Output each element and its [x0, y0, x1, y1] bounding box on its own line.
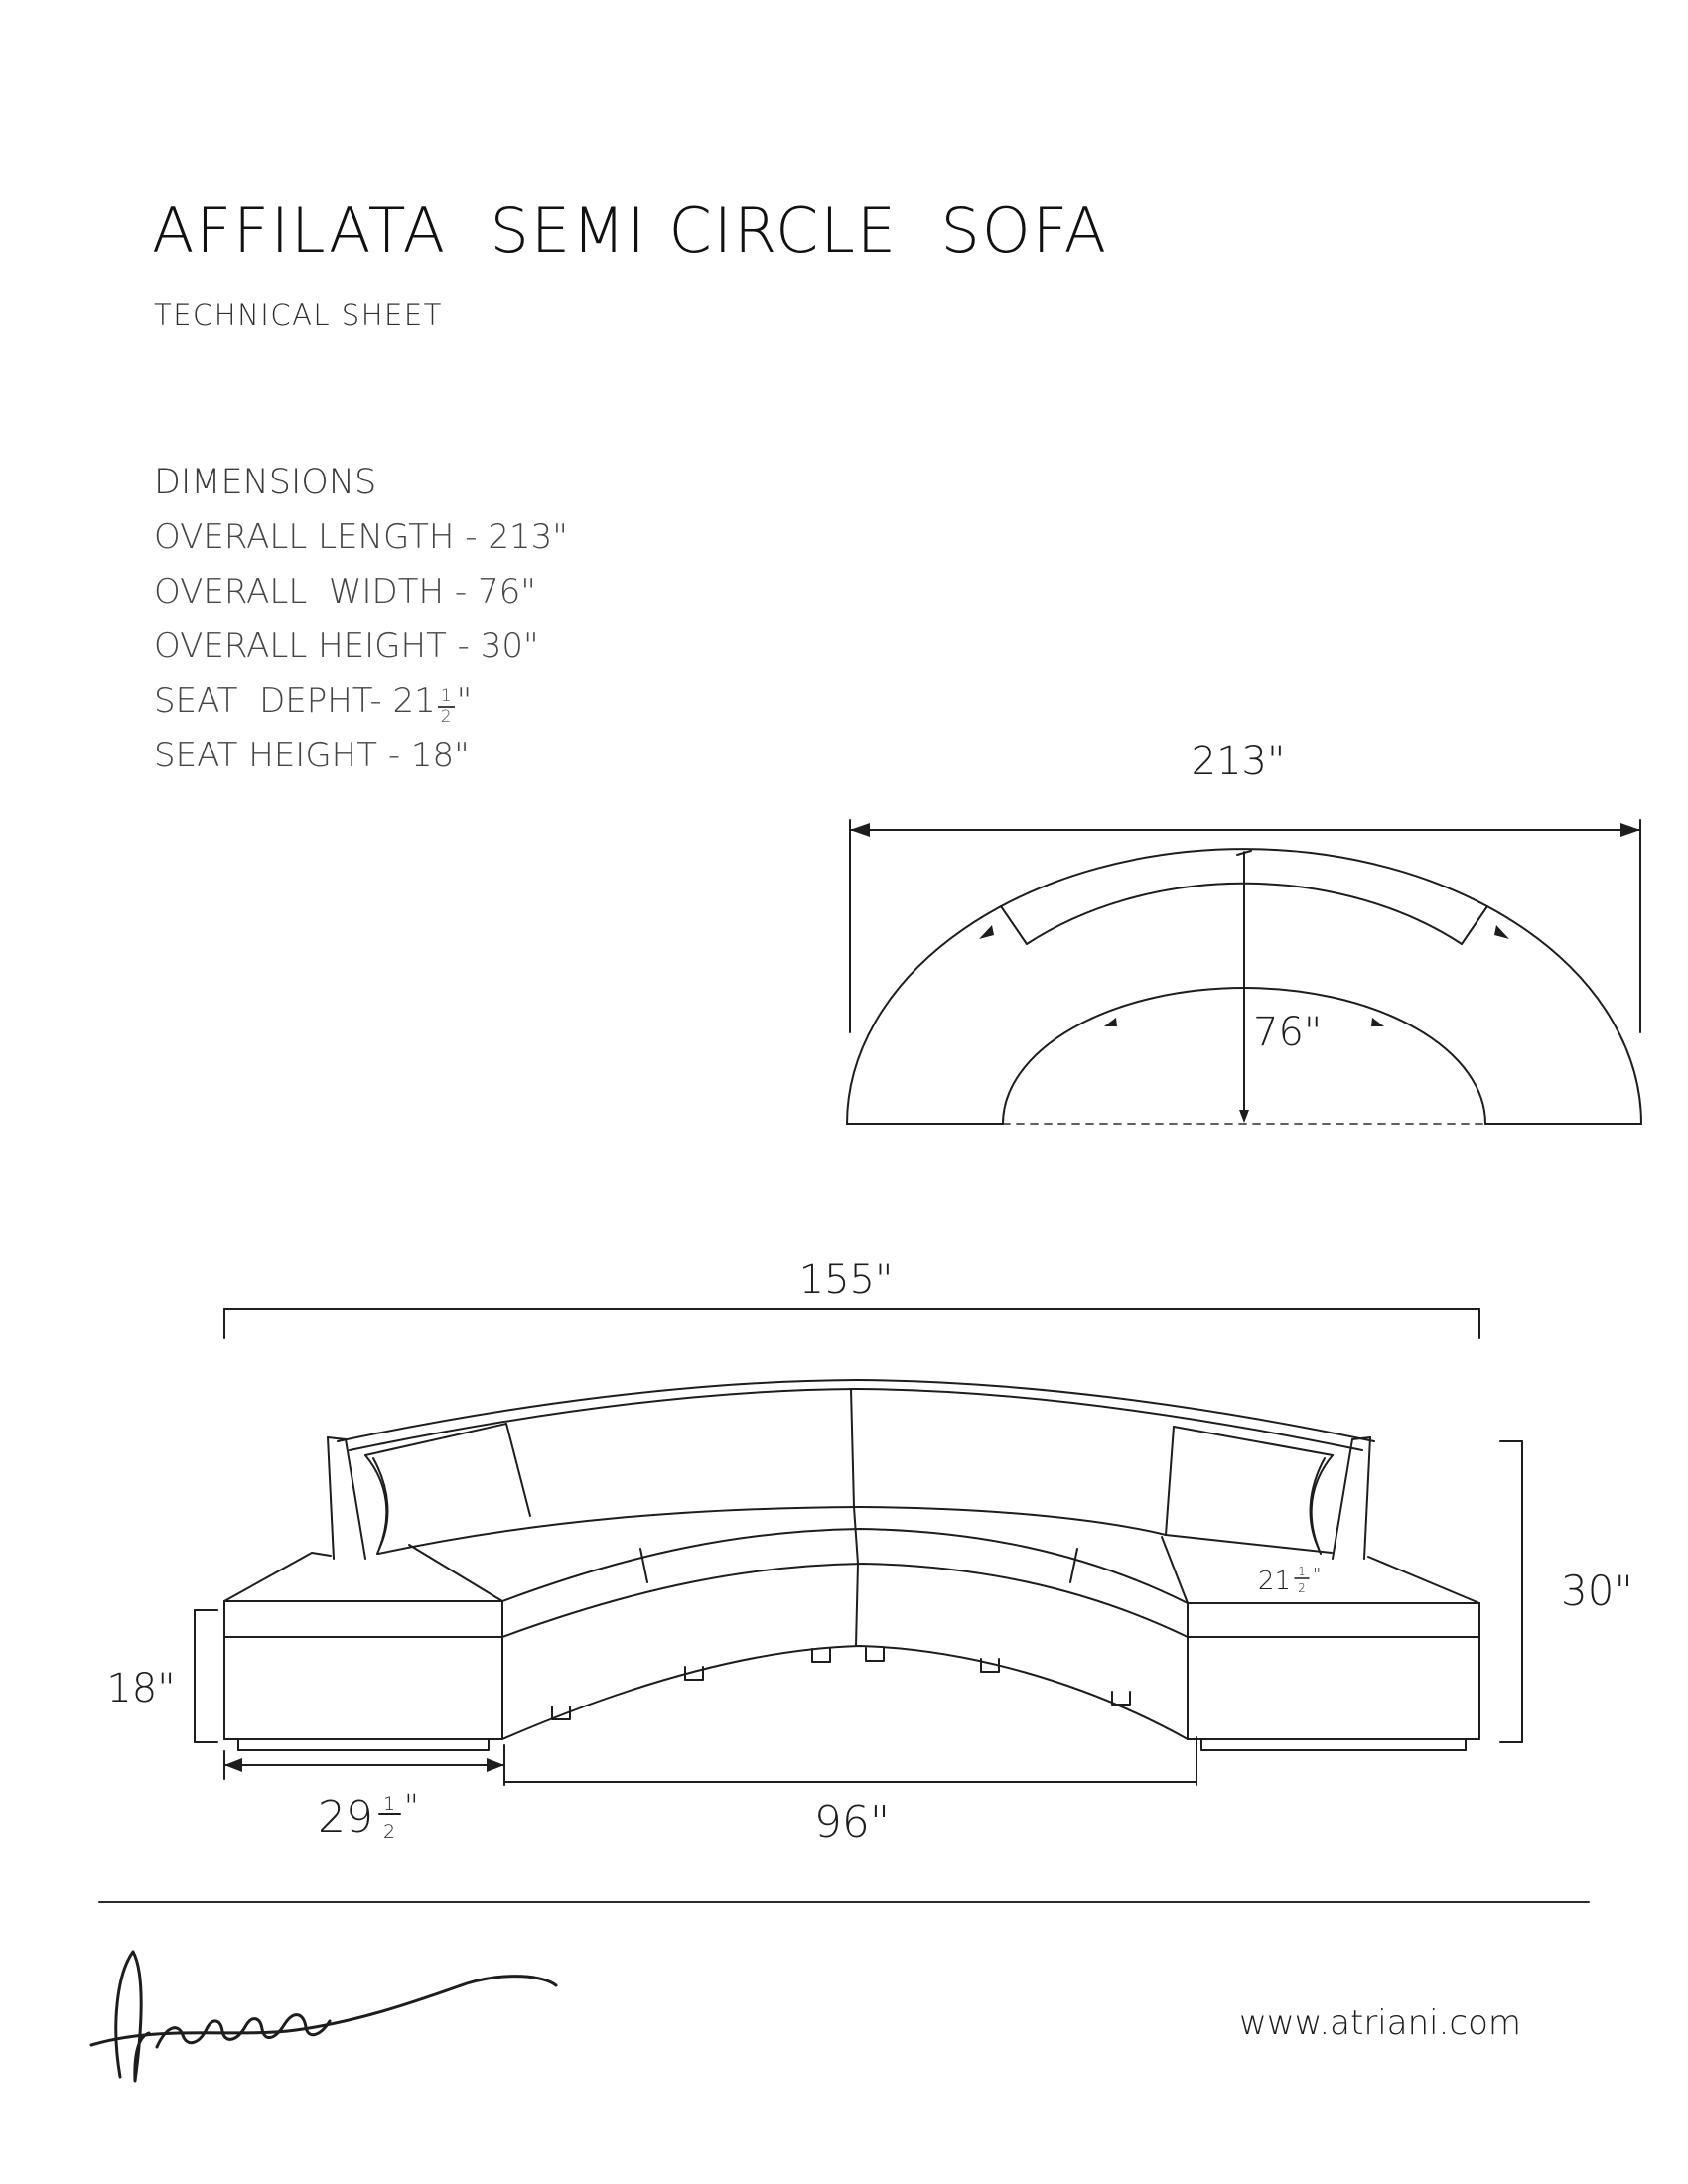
seat-height-label: 18"	[106, 1666, 176, 1711]
top-view-figure	[847, 739, 1641, 1124]
end-width-label	[318, 1787, 419, 1843]
left-backrest-edge	[506, 1424, 530, 1516]
page-title: AFFILATA SEMI CIRCLE SOFA	[152, 195, 1109, 267]
center-width-label: 96"	[813, 1797, 891, 1847]
seat-cushions	[502, 1507, 1188, 1646]
arrow-left-icon	[224, 1758, 242, 1772]
right-backrest-edge	[1166, 1427, 1174, 1535]
arrow-left-icon	[850, 823, 870, 837]
sofa-legs	[552, 1648, 1130, 1719]
front-height-label: 30"	[1561, 1567, 1633, 1615]
dimensions-heading: DIMENSIONS	[154, 463, 377, 502]
end-width-num: 1	[382, 1793, 396, 1815]
right-back-pillow	[1174, 1427, 1333, 1554]
spec-overall-height: OVERALL HEIGHT - 30"	[154, 626, 539, 666]
back-rail-bottom	[350, 1389, 1362, 1450]
top-view-depth-dimension	[1237, 851, 1251, 1123]
front-height-dimension	[1500, 1441, 1522, 1742]
front-width-dimension	[224, 1309, 1479, 1338]
center-backrest-seam	[851, 1389, 854, 1507]
plan-backrest-cut-right	[1462, 906, 1487, 944]
seat-depth-unit: "	[1313, 1565, 1322, 1585]
spec-seat-depth-unit: "	[456, 681, 473, 721]
website-url: www.atriani.com	[1239, 2003, 1521, 2043]
plan-length-label: 213"	[1191, 739, 1286, 784]
right-back-support	[1333, 1437, 1370, 1559]
arrow-right-icon	[1620, 823, 1640, 837]
plan-depth-label: 76"	[1253, 1010, 1323, 1055]
left-top-back-edge	[312, 1553, 331, 1556]
left-end-block	[224, 1545, 502, 1750]
fraction-denominator: 2	[440, 707, 452, 727]
fraction-numerator: 1	[438, 688, 455, 708]
end-width-unit: "	[404, 1787, 419, 1825]
arrow-down-icon	[1239, 1110, 1249, 1123]
base-bottom-arc	[502, 1646, 1188, 1739]
front-width-label: 155"	[798, 1257, 894, 1302]
end-width-whole: 29	[318, 1792, 373, 1843]
end-width-den: 2	[382, 1821, 396, 1843]
seat-depth-den: 2	[1298, 1581, 1306, 1595]
seat-depth-label	[1258, 1565, 1321, 1596]
spec-seat-depth-prefix: SEAT DEPHT- 21	[154, 681, 436, 721]
seat-back-junction	[378, 1507, 1166, 1554]
seat-height-dimension	[195, 1610, 217, 1742]
spec-seat-height: SEAT HEIGHT - 18"	[154, 736, 470, 775]
seat-depth-whole: 21	[1257, 1567, 1291, 1596]
plan-backrest-cut-left	[1001, 906, 1027, 944]
center-width-dimension	[504, 1737, 1196, 1785]
right-top-back-edge	[1166, 1535, 1332, 1553]
brand-signature	[91, 1952, 556, 2081]
arrow-right-icon	[487, 1758, 504, 1772]
front-view-figure	[106, 1257, 1632, 1847]
left-back-support	[328, 1437, 365, 1559]
page-subtitle: TECHNICAL SHEET	[154, 298, 443, 332]
seat-depth-num: 1	[1298, 1565, 1306, 1578]
spec-overall-length: OVERALL LENGTH - 213"	[154, 517, 568, 557]
spec-overall-width: OVERALL WIDTH - 76"	[154, 572, 536, 612]
end-width-dimension	[224, 1751, 504, 1779]
